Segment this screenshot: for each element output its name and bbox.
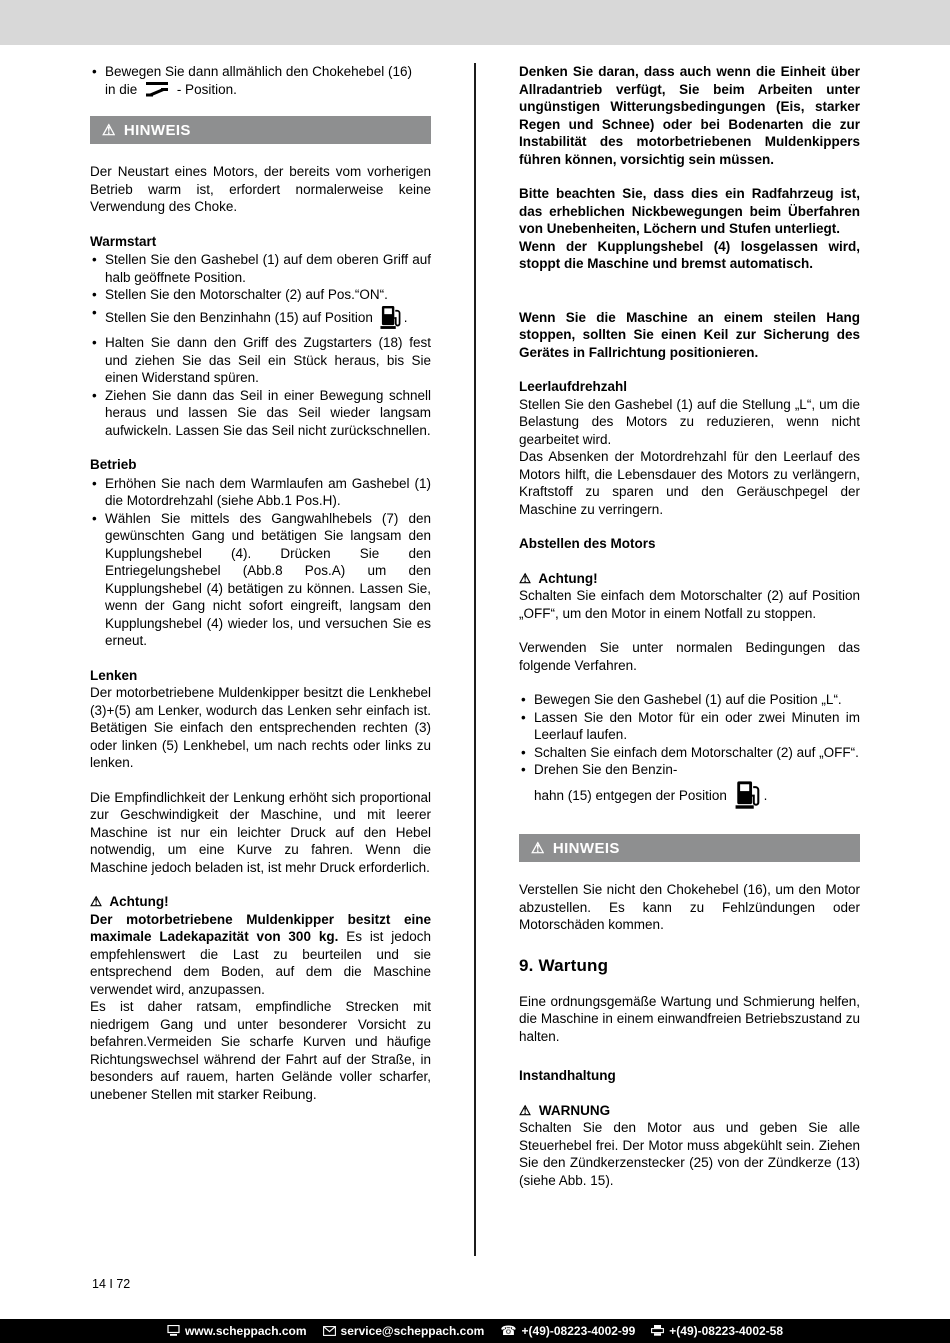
lenken-paragraph-1: Der motorbetriebene Muldenkipper besitzt die Lenkhebel (3)+(5) am Lenker, wodurch das Lenken sehr einfach ist. Betätigen Sie einfach den entsprechenden rechten (3) oder linken (5) Lenkhebel, um nach rechts oder links zu lenken. xyxy=(90,685,431,770)
footer-bar xyxy=(0,1319,950,1343)
list-item xyxy=(519,761,860,814)
betrieb-list xyxy=(90,475,431,650)
benzinhahn-line1: Drehen Sie den Benzin- xyxy=(534,762,678,777)
hinweis-banner xyxy=(90,116,431,144)
benzinhahn-suffix: . xyxy=(763,787,768,803)
warmstart-list xyxy=(90,251,431,439)
list-item: • Wählen Sie mittels des Gangwahlhebels (7) den gewünschten Gang und betätigen Sie langsam den Kupplungshebel (4). Drücken Sie den Entriegelungshebel (Abb.8 Pos.A) um den Kupplungshebel (4) betätigen zu können. Lassen Sie, wenn der Gang nicht sofort eingreift, langsam den Kupplungshebel (4) wieder los, und versuchen Sie es erneut. xyxy=(90,510,431,650)
section-heading-warmstart: Warmstart xyxy=(90,233,157,249)
choke-bullet-line1: Bewegen Sie dann allmählich den Chokehebel (16) xyxy=(105,64,412,79)
bold-paragraph-allrad: Denken Sie daran, dass auch wenn die Einheit über Allradantrieb verfügt, Sie beim Arbeiten unter ungünstigen Witterungsbedingungen (Eis, starker Regen und Schnee) oder bei Bodenarten die zur Instabilität des motorbetriebenen Muldenkippers führen können, vorsichtig sein müssen. xyxy=(519,64,860,167)
achtung-title: Achtung! xyxy=(109,894,169,909)
phone-icon: ☎ xyxy=(500,1323,517,1338)
list-item: • Bewegen Sie den Gashebel (1) auf die Position „L“. xyxy=(519,691,860,709)
list-item: • Ziehen Sie dann das Seil in einer Bewegung schnell heraus und lassen Sie das Seil wieder langsam aufwickeln. Lassen Sie das Seil nicht zurückschnellen. xyxy=(90,387,431,440)
section-heading-lenken: Lenken xyxy=(90,667,138,683)
warnung-body: Schalten Sie den Motor aus und geben Sie alle Steuerhebel frei. Der Motor muss abgekühlt sein. Ziehen Sie den Zündkerzenstecker (25) von der Zündkerze (13) (siehe Abb. 15). xyxy=(519,1120,860,1188)
section-heading-leerlaufdrehzahl: Leerlaufdrehzahl xyxy=(519,379,628,394)
list-item: • Schalten Sie einfach dem Motorschalter (2) auf „OFF“. xyxy=(519,744,860,762)
footer-website-text: www.scheppach.com xyxy=(184,1324,307,1338)
warning-icon: ⚠ xyxy=(519,570,532,586)
warning-icon: ⚠ xyxy=(531,840,545,857)
leerlauf-paragraph-1: Stellen Sie den Gashebel (1) auf die Stellung „L“, um die Belastung des Motors zu reduzieren, wenn nicht gearbeitet wird. xyxy=(519,396,860,447)
benzinhahn-text: Stellen Sie den Benzinhahn (15) auf Position xyxy=(105,309,373,325)
achtung-paragraph xyxy=(90,911,431,999)
hinweis-banner xyxy=(519,834,860,862)
choke-icon xyxy=(145,82,169,103)
lenken-paragraph-2: Die Empfindlichkeit der Lenkung erhöht sich proportional zur Geschwindigkeit der Maschine, und mit leerer Maschine ist nur ein leichter Druck auf den Hebel notwendig, um eine Kurve zu fahren. Wenn die Maschine jedoch beladen ist, ist mehr Druck erforderlich. xyxy=(90,789,431,875)
wartung-paragraph: Eine ordnungsgemäße Wartung und Schmierung helfen, die Maschine in einem einwandfreien Betriebszustand zu halten. xyxy=(519,993,860,1044)
section-heading-abstellen: Abstellen des Motors xyxy=(519,536,656,551)
column-divider xyxy=(474,63,476,1256)
abstellen-list xyxy=(519,691,860,814)
list-item: • Stellen Sie den Motorschalter (2) auf Pos.“ON“. xyxy=(90,286,431,304)
achtung-heading-right xyxy=(519,570,860,588)
fuel-pump-icon xyxy=(735,779,760,815)
left-column xyxy=(90,63,431,1103)
footer-fax xyxy=(651,1324,783,1339)
warnung-title: WARNUNG xyxy=(538,1102,611,1118)
warnung-heading xyxy=(519,1102,860,1120)
list-item: • Lassen Sie den Motor für ein oder zwei Minuten im Leerlauf laufen. xyxy=(519,709,860,744)
footer-fax-text: +(49)-08223-4002-58 xyxy=(669,1324,784,1338)
choke-bullet-line2-post: - Position. xyxy=(176,81,237,97)
list-item: • Erhöhen Sie nach dem Warmlaufen am Gashebel (1) die Motordrehzahl (siehe Abb.1 Pos.H). xyxy=(90,475,431,510)
chapter-heading-wartung: 9. Wartung xyxy=(519,955,609,975)
benzinhahn-line2: hahn (15) entgegen der Position xyxy=(534,787,727,803)
choke-bullet-line2-pre: in die xyxy=(105,81,138,97)
footer-phone xyxy=(500,1323,635,1339)
list-item: • Stellen Sie den Gashebel (1) auf dem oberen Griff auf halb geöffnete Position. xyxy=(90,251,431,286)
choke-bullet-list xyxy=(90,63,431,102)
bold-paragraph-radfahrzeug: Bitte beachten Sie, dass dies ein Radfahrzeug ist, das erheblichen Nickbewegungen beim Überfahren von Unebenheiten, Löchern und Stufen unterliegt. xyxy=(519,186,860,236)
hinweis-banner-title: HINWEIS xyxy=(123,121,191,139)
warning-icon: ⚠ xyxy=(519,1102,532,1118)
footer-phone-text: +(49)-08223-4002-99 xyxy=(521,1324,636,1338)
warning-icon: ⚠ xyxy=(90,894,103,909)
footer-website xyxy=(167,1324,307,1339)
achtung-paragraph-2: Es ist daher ratsam, empfindliche Strecken mit niedrigem Gang und unter besonderer Vorsicht zu befahren.Vermeiden Sie scharfe Kurven und häufige Richtungswechsel während der Fahrt auf der Straße, in besonders auf rauem, harten Gelände voller scharfer, unebener Stellen mit starker Reibung. xyxy=(90,999,431,1102)
warning-icon: ⚠ xyxy=(102,122,116,139)
abstellen-paragraph-2: Verwenden Sie unter normalen Bedingungen das folgende Verfahren. xyxy=(519,640,860,673)
page-number: 14 I 72 xyxy=(92,1277,131,1291)
page-top-strip xyxy=(0,0,950,45)
achtung-title-right: Achtung! xyxy=(538,570,598,586)
bold-paragraph-hang: Wenn Sie die Maschine an einem steilen Hang stoppen, sollten Sie einen Keil zur Sicherung des Gerätes in Fallrichtung positionieren. xyxy=(519,309,860,360)
right-column xyxy=(519,63,860,1189)
section-heading-instandhaltung: Instandhaltung xyxy=(519,1068,616,1083)
hinweis-body-right: Verstellen Sie nicht den Chokehebel (16), um den Motor abzustellen. Es kann zu Fehlzündungen oder Motorschäden kommen. xyxy=(519,882,860,932)
bold-paragraph-kupplung: Wenn der Kupplungshebel (4) losgelassen wird, stoppt die Maschine und bremst automatisch. xyxy=(519,238,860,271)
achtung-bold-lead: Der motorbetriebene Muldenkipper besitzt eine maximale Ladekapazität von 300 kg. xyxy=(90,911,431,944)
achtung-heading xyxy=(90,893,431,911)
achtung-rest: Es ist jedoch empfehlenswert die Last zu beurteilen und sie entsprechend dem Boden, auf dem die Maschine verwendet wird, anzupassen. xyxy=(90,929,431,997)
abstellen-paragraph-1: Schalten Sie einfach dem Motorschalter (2) auf Position „OFF“, um den Motor in einem Notfall zu stoppen. xyxy=(519,588,860,621)
list-item xyxy=(90,304,431,335)
hinweis-body: Der Neustart eines Motors, der bereits vom vorherigen Betrieb warm ist, erfordert normalerweise keine Verwendung des Choke. xyxy=(90,164,431,214)
computer-icon xyxy=(167,1324,180,1339)
section-heading-betrieb: Betrieb xyxy=(90,457,137,472)
footer-email-text: service@scheppach.com xyxy=(340,1324,485,1338)
list-item: • Halten Sie dann den Griff des Zugstarters (18) fest und ziehen Sie das Seil ein Stück heraus, bis Sie einen Widerstand spüren. xyxy=(90,334,431,387)
leerlauf-paragraph-2: Das Absenken der Motordrehzahl für den Leerlauf des Motors hilft, die Lebensdauer des Motors zu verlängern, Kraftstoff zu sparen und den Geräuschpegel der Maschine zu verringern. xyxy=(519,449,860,517)
hinweis-banner-title: HINWEIS xyxy=(552,839,620,857)
benzinhahn-suffix: . xyxy=(403,309,408,325)
fax-icon xyxy=(651,1324,664,1339)
list-item xyxy=(90,63,431,102)
footer-email xyxy=(323,1324,485,1339)
fuel-pump-icon xyxy=(380,304,401,335)
envelope-icon xyxy=(323,1324,336,1339)
